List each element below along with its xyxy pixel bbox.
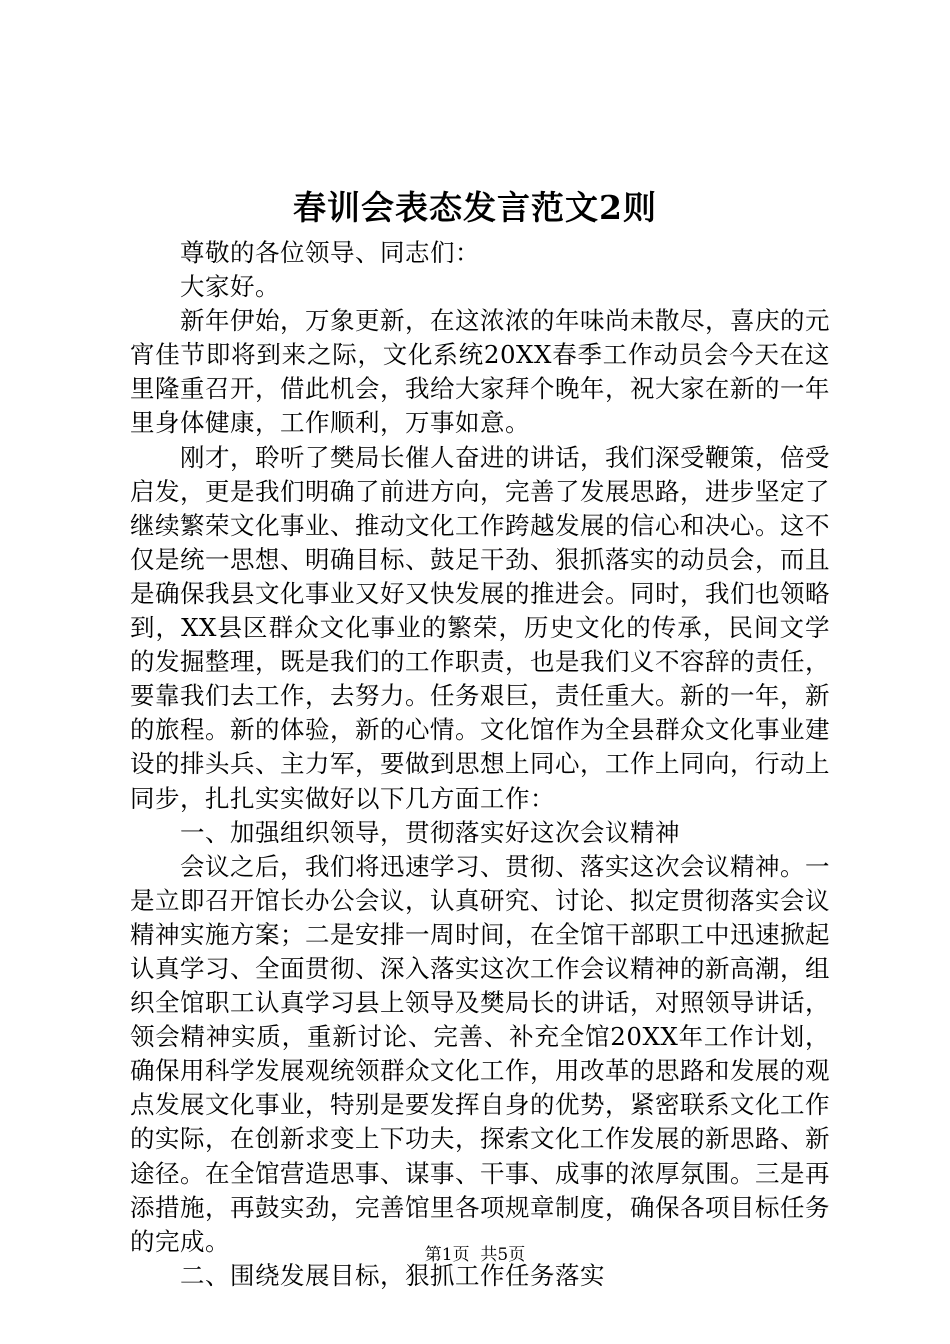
- document-body: [130, 236, 830, 1293]
- paragraph-section-1: 会议之后，我们将迅速学习、贯彻、落实这次会议精神。一是立即召开馆长办公会议，认真研究、讨论、拟定贯彻落实会议精神实施方案；二是安排一周时间，在全馆干部职工中迅速掀起认真学习、全面贯彻、深入落实这次工作会议精神的新高潮，组织全馆职工认真学习县上领导及樊局长的讲话，对照领导讲话，领会精神实质，重新讨论、完善、补充全馆20XX年工作计划，确保用科学发展观统领群众文化工作，用改革的思路和发展的观点发展文化事业，特别是要发挥自身的优势，紧密联系文化工作的实际，在创新求变上下功夫，探索文化工作发展的新思路、新途径。在全馆营造思事、谋事、干事、成事的浓厚氛围。三是再添措施，再鼓实劲，完善馆里各项规章制度，确保各项目标任务的完成。: [130, 851, 830, 1256]
- document-title: 春训会表态发言范文2则: [293, 188, 657, 227]
- page-footer: [0, 1243, 950, 1267]
- page-number: 第1页: [424, 1245, 470, 1265]
- paragraph-speech-response: 刚才，聆听了樊局长催人奋进的讲话，我们深受鞭策，倍受启发，更是我们明确了前进方向，完善了发展思路，进步坚定了继续繁荣文化事业、推动文化工作跨越发展的信心和决心。这不仅是统一思想、明确目标、鼓足干劲、狠抓落实的动员会，而且是确保我县文化事业又好又快发展的推进会。同时，我们也领略到，XX县区群众文化事业的繁荣，历史文化的传承，民间文学的发掘整理，既是我们的工作职责，也是我们义不容辞的责任，要靠我们去工作，去努力。任务艰巨，责任重大。新的一年，新的旅程。新的体验，新的心情。文化馆作为全县群众文化事业建设的排头兵、主力军，要做到思想上同心，工作上同向，行动上同步，扎扎实实做好以下几方面工作：: [130, 442, 830, 813]
- section-heading-2: 二、围绕发展目标，狠抓工作任务落实: [180, 1260, 605, 1290]
- paragraph-new-year: 新年伊始，万象更新，在这浓浓的年味尚未散尽，喜庆的元宵佳节即将到来之际，文化系统20XX春季工作动员会今天在这里隆重召开，借此机会，我给大家拜个晚年，祝大家在新的一年里身体健康，工作顺利，万事如意。: [130, 306, 830, 438]
- salutation: 尊敬的各位领导、同志们：: [180, 238, 480, 267]
- greeting: 大家好。: [180, 272, 280, 302]
- page-total: 共5页: [480, 1245, 526, 1265]
- section-heading-1: 一、加强组织领导，贯彻落实好这次会议精神: [180, 817, 680, 847]
